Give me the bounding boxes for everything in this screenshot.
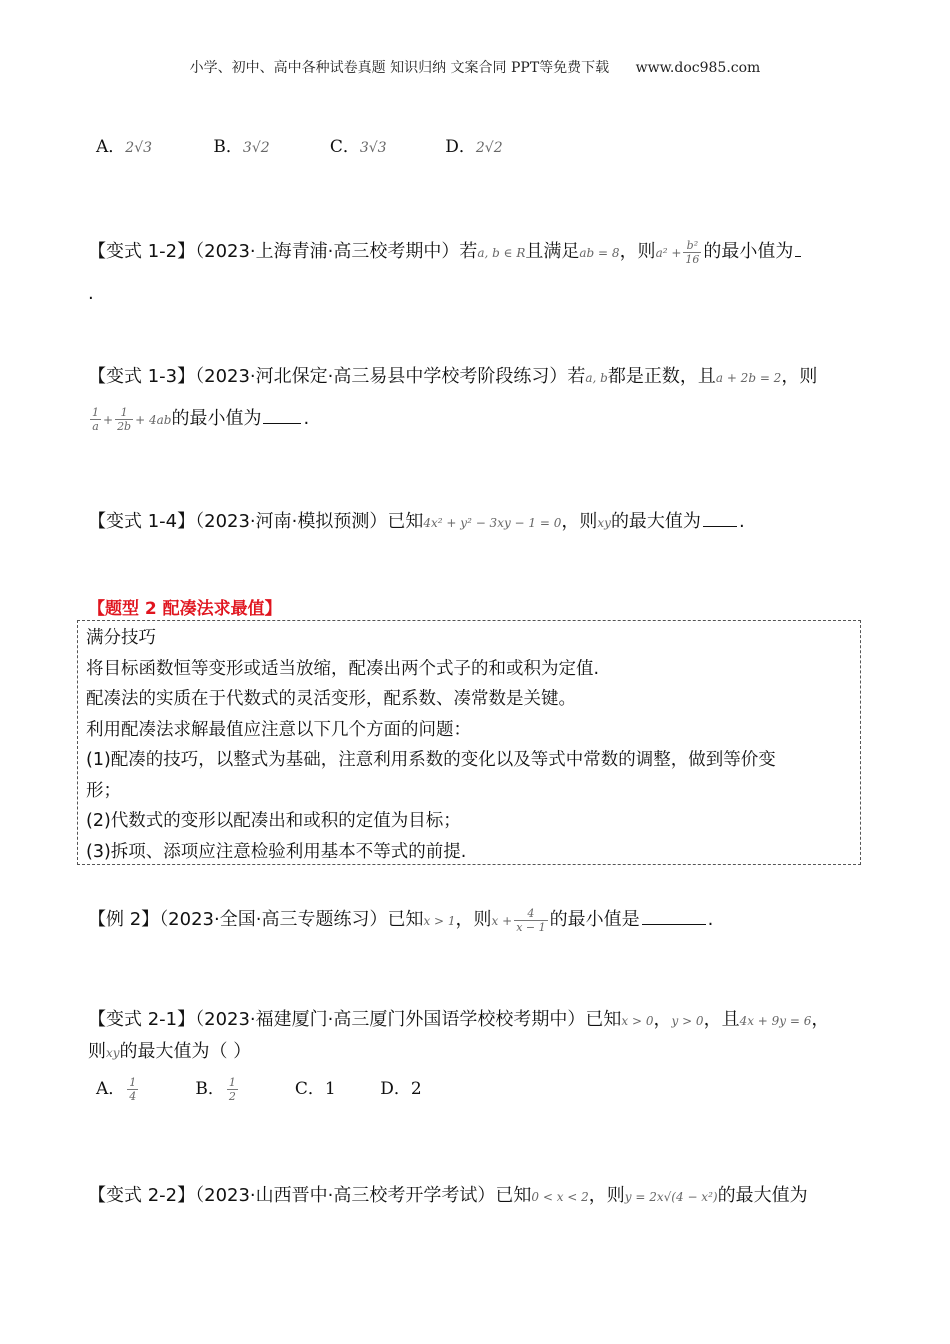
tips-heading: 满分技巧 — [86, 628, 156, 648]
header-url[interactable]: www.doc985.com — [635, 60, 761, 76]
fraction: $\frac{\text{b²}}{16}$ — [685, 238, 700, 266]
choice-b[interactable]: B． $\frac{1}{2}$ — [195, 1076, 236, 1103]
question-variant-1-3: 【变式 1-3】（2023·河北保定·高三易县中学校考阶段练习）若a, b都是正数，且a + 2b = 2，则 — [88, 366, 818, 387]
question-source: （2023·河北保定·高三易县中学校考阶段练习）若 — [195, 366, 586, 387]
choice-a[interactable]: A．2√3 — [96, 137, 153, 157]
answer-blank[interactable] — [263, 405, 301, 424]
fraction: $\frac{4}{x - 1}$ — [516, 906, 546, 934]
section-title: 【题型 2 配凑法求最值】 — [88, 599, 282, 619]
answer-blank[interactable] — [703, 508, 737, 527]
prev-question-choices — [96, 135, 876, 160]
tip-line: 配凑法的实质在于代数式的灵活变形，配系数、凑常数是关键。 — [86, 689, 576, 709]
choice-d[interactable]: D．2√2 — [445, 137, 503, 157]
question-source: （2023·福建厦门·高三厦门外国语学校校考期中）已知 — [195, 1009, 622, 1030]
tip-line: 将目标函数恒等变形或适当放缩，配凑出两个式子的和或积为定值. — [86, 658, 600, 679]
answer-blank[interactable] — [795, 238, 801, 257]
question-variant-1-2: 【变式 1-2】（2023·上海青浦·高三校考期中）若a, b ∈ R且满足ab = 8，则a² + $\frac{\text{b²}}{16}$ 的最小值为 — [88, 238, 868, 266]
question-source: （2023·山西晋中·高三校考开学考试）已知 — [195, 1185, 532, 1206]
question-label: 【变式 1-3】 — [88, 366, 196, 387]
tip-line: (3)拆项、添项应注意检验利用基本不等式的前提. — [86, 841, 467, 862]
fraction: $\frac{1}{2b}$ — [117, 405, 132, 433]
question-label: 【例 2】 — [88, 909, 160, 930]
question-label: 【变式 1-4】 — [88, 511, 196, 532]
question-label: 【变式 1-2】 — [88, 241, 196, 262]
question-label: 【变式 2-2】 — [88, 1185, 196, 1206]
choice-b[interactable]: B．3√2 — [213, 137, 270, 157]
fraction: $\frac{1}{a}$ — [92, 405, 99, 433]
tips-box — [77, 620, 861, 865]
choice-d[interactable]: D．2 — [380, 1079, 422, 1099]
question-variant-2-1-line2: 则xy的最大值为（ ） — [88, 1041, 252, 1062]
question-source: （2023·河南·模拟预测）已知 — [195, 511, 424, 532]
question-variant-1-4: 【变式 1-4】（2023·河南·模拟预测）已知4x² + y² − 3xy − 1 = 0，则xy的最大值为 . — [88, 508, 868, 535]
question-variant-1-3-line2: $\frac{1}{a}$ + $\frac{1}{2b}$ + 4ab的最小值为 . — [92, 405, 310, 433]
example-2: 【例 2】（2023·全国·高三专题练习）已知x > 1，则x + $\frac{4}{x - 1}$ 的最小值是 . — [88, 906, 714, 934]
page-header — [0, 57, 950, 77]
choice-c[interactable]: C．3√3 — [329, 137, 387, 157]
tip-line: (1)配凑的技巧，以整式为基础，注意利用系数的变化以及等式中常数的调整，做到等价变 — [86, 750, 776, 770]
question-variant-2-2: 【变式 2-2】（2023·山西晋中·高三校考开学考试）已知0 < x < 2，则y = 2x√(4 − x²)的最大值为 — [88, 1185, 808, 1206]
header-text: 小学、初中、高中各种试卷真题 知识归纳 文案合同 PPT等免费下载 — [189, 60, 610, 76]
answer-blank[interactable] — [642, 906, 706, 925]
tip-line: (2)代数式的变形以配凑出和或积的定值为目标； — [86, 811, 461, 831]
question-source: （2023·上海青浦·高三校考期中）若 — [195, 241, 478, 262]
question-variant-1-2-end: . — [88, 283, 94, 304]
question-source: （2023·全国·高三专题练习）已知 — [159, 909, 424, 930]
tip-line: 利用配凑法求解最值应注意以下几个方面的问题： — [86, 719, 471, 740]
choice-a[interactable]: A． $\frac{1}{4}$ — [96, 1076, 137, 1103]
question-variant-2-1: 【变式 2-1】（2023·福建厦门·高三厦门外国语学校校考期中）已知x > 0，y > 0，且4x + 9y = 6， — [88, 1009, 830, 1030]
question-label: 【变式 2-1】 — [88, 1009, 196, 1030]
tip-line: 形； — [86, 780, 121, 801]
variant-2-1-choices — [96, 1076, 876, 1103]
choice-c[interactable]: C．1 — [294, 1079, 336, 1099]
